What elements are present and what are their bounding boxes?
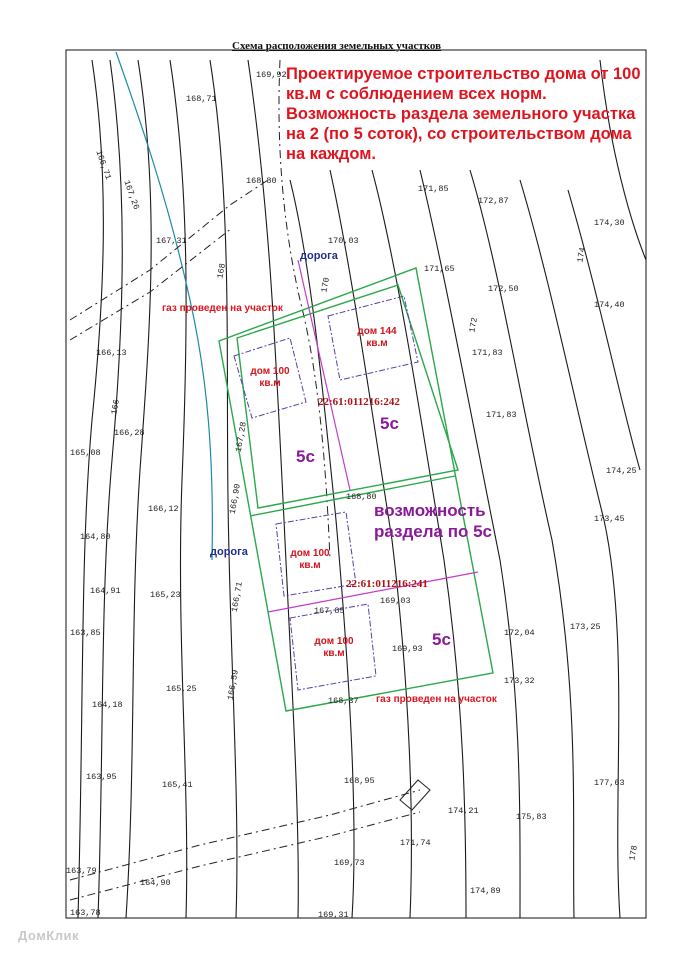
elevation-mark: 163,79 (66, 866, 97, 876)
elevation-mark: 166,13 (96, 348, 127, 358)
elevation-mark: 167,31 (156, 236, 187, 246)
area-label-1: 5с (296, 447, 315, 466)
elevation-mark: 166,28 (114, 428, 145, 438)
elevation-mark: 163,85 (70, 628, 101, 638)
elevation-mark: 171,83 (486, 410, 517, 420)
contour-label: 168 (215, 262, 228, 280)
elevation-mark: 173,25 (570, 622, 601, 632)
house-label-3: дом 100 кв.м (290, 548, 330, 571)
house-label-4: дом 100 кв.м (314, 636, 354, 659)
house-footprints (234, 296, 418, 690)
elevation-mark: 166,59 (225, 669, 241, 701)
road-label-upper: дорога (300, 250, 338, 262)
map-title: Схема расположения земельных участков (232, 40, 442, 52)
parcel-id-upper: 22:61:011216:242 (318, 396, 400, 408)
elevation-mark: 177,63 (594, 778, 625, 788)
gas-label-lower: газ проведен на участок (376, 694, 497, 705)
elevation-mark: 165,41 (162, 780, 193, 790)
elevation-mark: 163,78 (70, 908, 101, 918)
area-label-3: 5с (432, 630, 451, 649)
elevation-mark: 166,71 (93, 148, 114, 182)
elevation-mark: 169,73 (334, 858, 365, 868)
contour-label: 170 (319, 276, 332, 294)
watermark-logo: ДомКлик (18, 928, 79, 943)
elevation-mark: 166,71 (229, 581, 245, 613)
elevation-mark: 167,85 (314, 606, 345, 616)
elevation-mark: 171,83 (472, 348, 503, 358)
elevation-mark: 164,80 (80, 532, 111, 542)
elevation-mark: 166,12 (148, 504, 179, 514)
elevation-mark: 174,30 (594, 218, 625, 228)
contour-label: 178 (627, 844, 640, 862)
elevation-mark: 169,03 (380, 596, 411, 606)
elevation-mark: 171,85 (418, 184, 449, 194)
elevation-mark: 168,37 (328, 696, 359, 706)
split-possibility-label: возможность раздела по 5с (374, 501, 493, 541)
elevation-mark: 170,03 (328, 236, 359, 246)
elevation-mark: 174,89 (470, 886, 501, 896)
elevation-mark: 164,18 (92, 700, 123, 710)
elevation-mark: 171,74 (400, 838, 431, 848)
elevation-mark: 167,26 (121, 178, 142, 212)
contour-label: 166 (109, 398, 122, 416)
sheet-frame (66, 50, 646, 918)
elevation-mark: 168,71 (186, 94, 217, 104)
road-label-lower: дорога (210, 546, 248, 558)
elevation-mark: 172,87 (478, 196, 509, 206)
elevation-mark: 164,91 (90, 586, 121, 596)
elevation-mark: 169,92 (256, 70, 287, 80)
elevation-mark: 168,80 (346, 492, 377, 502)
elevation-mark: 168,80 (246, 176, 277, 186)
elevation-mark: 166,90 (227, 483, 243, 515)
elevation-mark: 169,31 (318, 910, 349, 920)
elevation-mark: 165,23 (150, 590, 181, 600)
elevation-mark: 173,32 (504, 676, 535, 686)
area-label-2: 5с (380, 414, 399, 433)
elevation-mark: 173,45 (594, 514, 625, 524)
elevation-mark: 174,21 (448, 806, 479, 816)
elevation-mark: 174,25 (606, 466, 637, 476)
project-note: Проектируемое строительство дома от 100 кв.м с соблюдением всех норм. Возможность раздела земельного участка на 2 (по 5 соток), со строительством дома на каждом. (286, 65, 641, 163)
elevation-mark: 165,25 (166, 684, 197, 694)
parcel-id-lower: 22:61:011216:241 (346, 578, 428, 590)
elevation-mark: 172,04 (504, 628, 535, 638)
elevation-mark: 172,50 (488, 284, 519, 294)
elevation-mark: 169,93 (392, 644, 423, 654)
house-label-2: дом 144 кв.м (357, 326, 397, 349)
house-label-1: дом 100 кв.м (250, 366, 290, 389)
contour-label: 172 (467, 316, 480, 334)
elevation-mark: 163,95 (86, 772, 117, 782)
elevation-mark: 167,28 (233, 421, 249, 453)
contour-label: 174 (575, 246, 588, 264)
elevation-mark: 171,65 (424, 264, 455, 274)
elevation-mark: 174,40 (594, 300, 625, 310)
gas-label-upper: газ проведен на участок (162, 303, 283, 314)
elevation-mark: 165,08 (70, 448, 101, 458)
elevation-mark: 175,83 (516, 812, 547, 822)
elevation-mark: 168,95 (344, 776, 375, 786)
elevation-mark: 164,90 (140, 878, 171, 888)
